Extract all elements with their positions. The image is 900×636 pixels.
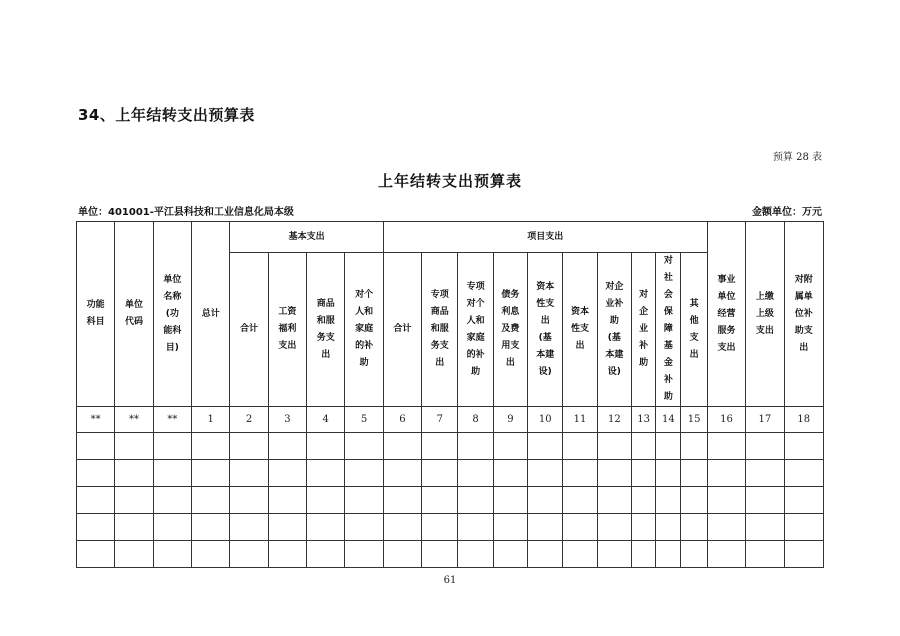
index-cell: 17	[746, 407, 784, 433]
index-cell: 9	[493, 407, 527, 433]
header-upper: 上缴上级支出	[746, 222, 784, 407]
index-cell: 1	[192, 407, 230, 433]
header-code: 单位代码	[115, 222, 153, 407]
section-title: 34、上年结转支出预算表	[78, 106, 255, 124]
header-project-other: 其他支出	[681, 253, 707, 407]
index-cell: 11	[563, 407, 597, 433]
empty-row	[77, 514, 824, 541]
header-total: 总计	[192, 222, 230, 407]
amount-unit-label: 金额单位：万元	[752, 207, 822, 218]
header-basic-goods: 商品和服务支出	[307, 253, 345, 407]
unit-label: 单位：401001-平江县科技和工业信息化局本级	[78, 207, 294, 218]
index-cell: **	[153, 407, 191, 433]
header-subsidiary: 对附属单位补助支出	[784, 222, 824, 407]
index-cell: **	[77, 407, 115, 433]
header-project-social-security: 对社会保障基金补助	[656, 253, 681, 407]
index-cell: 4	[307, 407, 345, 433]
header-project-capital-construction: 资本性支出(基本建设)	[528, 253, 563, 407]
index-row	[77, 407, 824, 433]
header-project-capital: 资本性支出	[563, 253, 597, 407]
index-cell: 6	[383, 407, 421, 433]
header-project-debt: 债务利息及费用支出	[493, 253, 527, 407]
index-cell: 10	[528, 407, 563, 433]
header-basic-total: 合计	[230, 253, 268, 407]
index-cell: 12	[597, 407, 631, 433]
header-project-goods: 专项商品和服务支出	[422, 253, 458, 407]
empty-row	[77, 541, 824, 568]
header-name: 单位名称(功能科目)	[153, 222, 191, 407]
index-cell: 15	[681, 407, 707, 433]
index-cell: 16	[707, 407, 745, 433]
header-project-enterprise-construction: 对企业补助(基本建设)	[597, 253, 631, 407]
header-basic-salary: 工资福利支出	[268, 253, 306, 407]
empty-row	[77, 433, 824, 460]
header-project-personal: 专项对个人和家庭的补助	[458, 253, 493, 407]
header-func: 功能科目	[77, 222, 115, 407]
budget-table	[76, 221, 824, 568]
header-basic-personal: 对个人和家庭的补助	[345, 253, 383, 407]
index-cell: 7	[422, 407, 458, 433]
table-title: 上年结转支出预算表	[377, 172, 522, 190]
header-enterprise: 事业单位经营服务支出	[707, 222, 745, 407]
header-row-1	[77, 222, 824, 253]
index-cell: 18	[784, 407, 824, 433]
empty-row	[77, 487, 824, 514]
empty-row	[77, 460, 824, 487]
header-project-group: 项目支出	[383, 222, 707, 253]
page-number: 61	[443, 575, 457, 586]
header-basic-group: 基本支出	[230, 222, 383, 253]
index-cell: **	[115, 407, 153, 433]
header-project-enterprise: 对企业补助	[632, 253, 656, 407]
index-cell: 13	[632, 407, 656, 433]
table-number: 预算 28 表	[772, 152, 822, 163]
index-cell: 5	[345, 407, 383, 433]
index-cell: 14	[656, 407, 681, 433]
index-cell: 2	[230, 407, 268, 433]
index-cell: 8	[458, 407, 493, 433]
index-cell: 3	[268, 407, 306, 433]
header-project-total: 合计	[383, 253, 421, 407]
